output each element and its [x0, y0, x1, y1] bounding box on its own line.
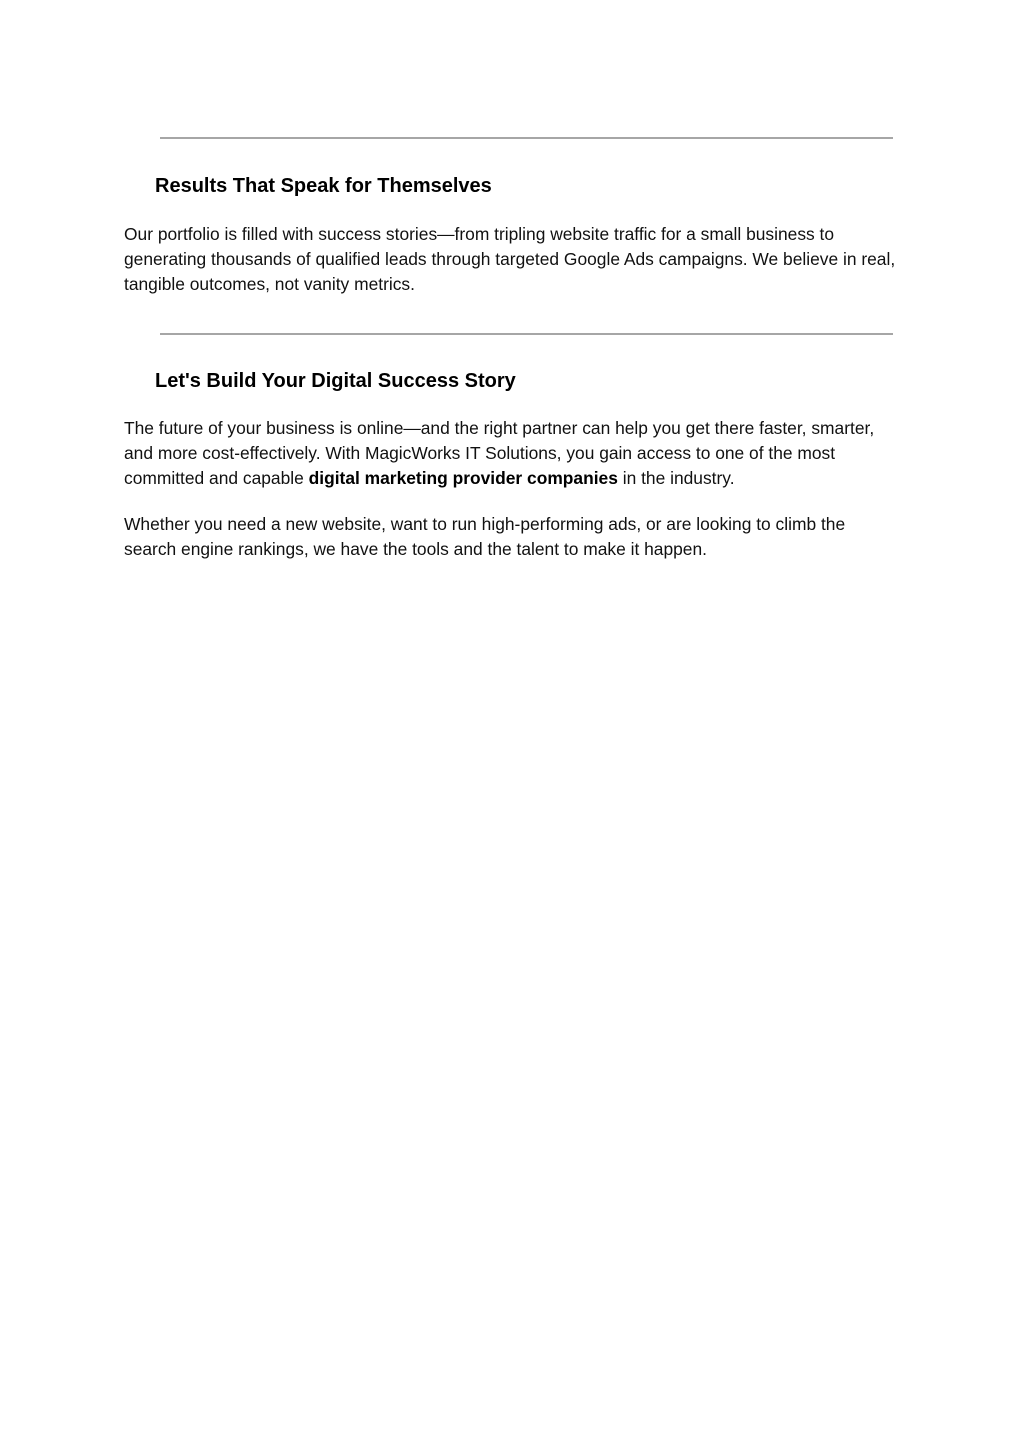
paragraph-text: The future of your business is online—and the right partner can help you get there faster, smarter, and more cost-effectively. With MagicWorks IT Solutions, you gain access to one of the most committed and capable: [124, 418, 875, 488]
section-heading-results: Results That Speak for Themselves: [155, 175, 492, 197]
build-story-paragraph: [124, 416, 899, 491]
results-paragraph: Our portfolio is filled with success stories—from tripling website traffic for a small business to generating thousands of qualified leads through targeted Google Ads campaigns. We believe in real, tangible outcomes, not vanity metrics.: [124, 224, 896, 294]
section-divider: [160, 333, 893, 335]
closing-paragraph: Whether you need a new website, want to run high-performing ads, or are looking to climb the search engine rankings, we have the tools and the talent to make it happen.: [124, 514, 846, 559]
section-divider: [160, 137, 893, 139]
bold-keyword: digital marketing provider companies: [308, 468, 618, 488]
paragraph-text: in the industry.: [617, 468, 735, 488]
section-heading-build-story: Let's Build Your Digital Success Story: [155, 370, 516, 392]
